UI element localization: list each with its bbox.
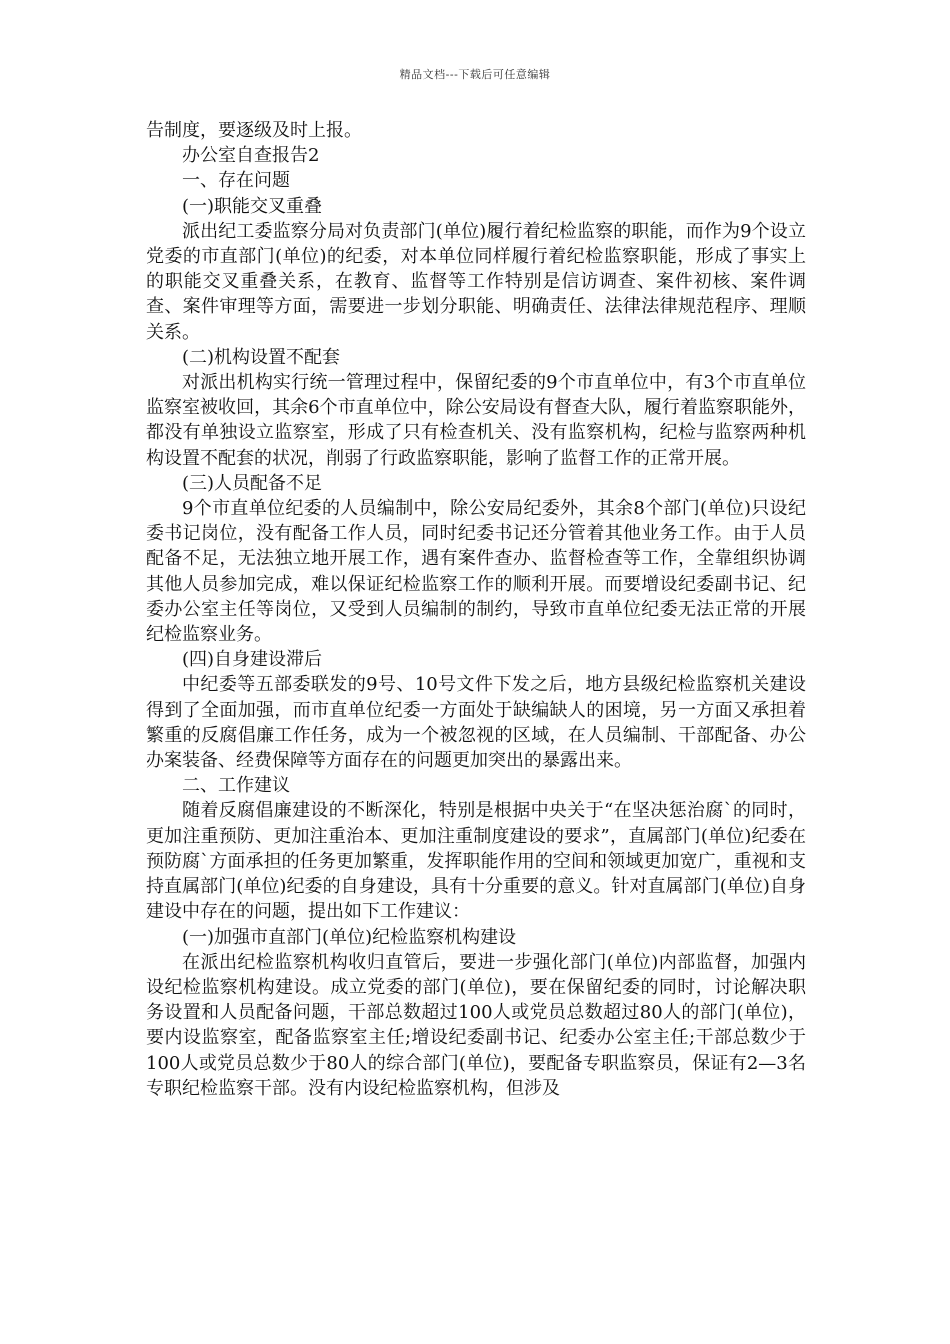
subheading-self-construction: (四)自身建设滞后 [182, 649, 323, 671]
paragraph-self-construction: 中纪委等五部委联发的9号、10号文件下发之后，地方县级纪检监察机关建设得到了全面加强，而市直单位纪委一方面处于缺编缺人的困境，另一方面又承担着繁重的反腐倡廉工作任务，成为一个被忽视的区域，在人员编制、干部配备、办公办案装备、经费保障等方面存在的问题更加突出的暴露出来。 [146, 674, 806, 772]
subheading-strengthen-institutions: (一)加强市直部门(单位)纪检监察机构建设 [182, 926, 517, 948]
section-heading-suggestions: 二、工作建议 [182, 775, 290, 797]
subheading-function-overlap: (一)职能交叉重叠 [182, 195, 323, 217]
paragraph-continuation: 告制度，要逐级及时上报。 [146, 120, 362, 141]
paragraph-function-overlap: 派出纪工委监察分局对负责部门(单位)履行着纪检监察的职能，而作为9个设立党委的市直部门(单位)的纪委，对本单位同样履行着纪检监察职能，形成了事实上的职能交叉重叠关系，在教育、监督等工作特别是信访调查、案件初核、案件调查、案件审理等方面，需要进一步划分职能、明确责任、法律法律规范程序、理顺关系。 [146, 220, 806, 343]
paragraph-suggestions-intro: 随着反腐倡廉建设的不断深化，特别是根据中央关于“在坚决惩治腐`的同时，更加注重预防、更加注重治本、更加注重制度建设的要求”，直属部门(单位)纪委在预防腐`方面承担的任务更加繁重，发挥职能作用的空间和领域更加宽广，重视和支持直属部门(单位)纪委的自身建设，具有十分重要的意义。针对直属部门(单位)自身建设中存在的问题，提出如下工作建议： [146, 800, 806, 923]
paragraph-strengthen-institutions: 在派出纪检监察机构收归直管后，要进一步强化部门(单位)内部监督，加强内设纪检监察机构建设。成立党委的部门(单位)，要在保留纪委的同时，讨论解决职务设置和人员配备问题，干部总数超过100人或党员总数超过80人的部门(单位)，要内设监察室，配备监察室主任;增设纪委副书记、纪委办公室主任;干部总数少于100人或党员总数少于80人的综合部门(单位)，要配备专职监察员，保证有2—3名专职纪检监察干部。没有内设纪检监察机构，但涉及 [146, 951, 806, 1099]
paragraph-staff-shortage: 9个市直单位纪委的人员编制中，除公安局纪委外，其余8个部门(单位)只设纪委书记岗位，没有配备工作人员，同时纪委书记还分管着其他业务工作。由于人员配备不足，无法独立地开展工作，遇有案件查办、监督检查等工作，全靠组织协调其他人员参加完成，难以保证纪检监察工作的顺利开展。而要增设纪委副书记、纪委办公室主任等岗位，又受到人员编制的制约，导致市直单位纪委无法正常的开展纪检监察业务。 [146, 498, 806, 646]
report-title: 办公室自查报告2 [182, 145, 320, 167]
subheading-institution-mismatch: (二)机构设置不配套 [182, 346, 341, 368]
page-header-note: 精品文档---下载后可任意编辑 [399, 68, 551, 81]
paragraph-institution-mismatch: 对派出机构实行统一管理过程中，保留纪委的9个市直单位中，有3个市直单位监察室被收回，其余6个市直单位中，除公安局设有督查大队，履行着监察职能外，都没有单独设立监察室，形成了只有检查机关、没有监察机构，纪检与监察两种机构设置不配套的状况，削弱了行政监察职能，影响了监督工作的正常开展。 [146, 372, 806, 469]
section-heading-problems: 一、存在问题 [182, 170, 290, 192]
document-body [146, 118, 806, 1101]
subheading-staff-shortage: (三)人员配备不足 [182, 472, 323, 494]
